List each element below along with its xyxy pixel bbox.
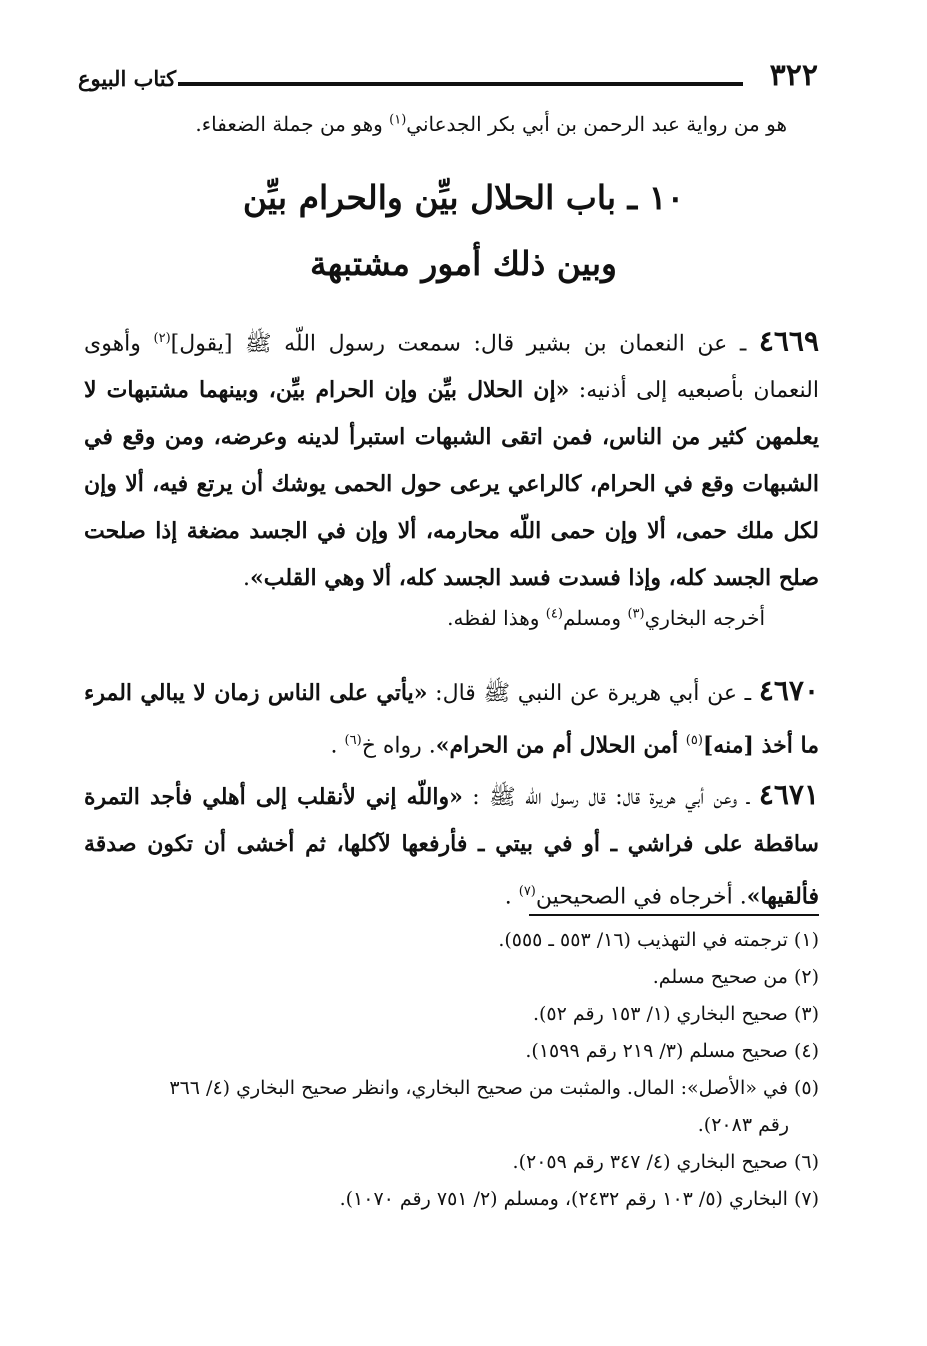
page-number: ٣٢٢ bbox=[769, 58, 818, 93]
intro-text-after: وهو من جملة الضعفاء. bbox=[195, 112, 390, 136]
hadith-4669 bbox=[84, 315, 819, 602]
hadith-intro: ـ عن أبي هريرة عن النبي ﷺ قال: bbox=[427, 681, 759, 706]
hadith-end: . bbox=[243, 566, 251, 592]
hadith-intro: ـ عن النعمان بن بشير قال: سمعت رسول اللّه ﷺ [يقول] bbox=[170, 331, 759, 357]
hadith-4671 bbox=[84, 771, 819, 920]
hadith-text: «واللّه إني لأنقلب إلى أهلي فأجد التمرة ساقطة على فراشي ـ أو في بيتي ـ فأرفعها لآكلها، ثم أخشى أن تكون صدقة فألقيها» bbox=[84, 784, 819, 910]
hadith-intro-cont: وأهوى النعمان بأصبعيه إلى أذنيه: bbox=[84, 331, 820, 404]
footnotes-list bbox=[84, 922, 819, 1218]
hadith-text: «يأتي على الناس زمان لا يبالي المرء ما أخذ [منه] bbox=[84, 680, 819, 759]
header-rule bbox=[178, 82, 743, 86]
footnote-5-continued: رقم ٢٠٨٣). bbox=[697, 1114, 789, 1136]
footnote-6: (٦) صحيح البخاري (٤/ ٣٤٧ رقم ٢٠٥٩). bbox=[512, 1151, 819, 1173]
footnote-7: (٧) البخاري (٥/ ١٠٣ رقم ٢٤٣٢)، ومسلم (٢/ ٧٥١ رقم ١٠٧٠). bbox=[339, 1188, 819, 1210]
intro-line bbox=[195, 112, 787, 136]
intro-text: هو من رواية عبد الرحمن بن أبي بكر الجدعاني bbox=[406, 112, 787, 136]
footnote-rule bbox=[529, 914, 819, 916]
hadith-end: . أخرجاه في الصحيحين bbox=[535, 884, 747, 910]
footnote-ref: (٤) bbox=[545, 606, 563, 622]
running-header bbox=[78, 58, 818, 98]
chapter-title-line1: ١٠ ـ باب الحلال بيِّن والحرام بيِّن bbox=[242, 178, 685, 217]
footnote-5: (٥) في «الأصل»: المال. والمثبت من صحيح البخاري، وانظر صحيح البخاري (٤/ ٣٦٦ bbox=[169, 1077, 819, 1099]
footnote-ref: (١) bbox=[389, 112, 407, 128]
footnote-ref: (٢) bbox=[153, 331, 171, 346]
hadith-number: ٤٦٦٩ bbox=[758, 324, 819, 358]
footnote-ref: (٥) bbox=[685, 733, 703, 748]
takhrij-text: وهذا لفظه. bbox=[447, 606, 546, 630]
footnote-ref: (٣) bbox=[627, 606, 645, 622]
takhrij-text: أخرجه البخاري bbox=[644, 606, 765, 630]
hadith-4670 bbox=[84, 667, 819, 769]
hadith-end-cont: . bbox=[330, 733, 345, 759]
footnote-2: (٢) من صحيح مسلم. bbox=[652, 966, 819, 988]
book-title: كتاب البيوع bbox=[78, 66, 177, 91]
hadith-number: ٤٦٧١ bbox=[758, 778, 819, 811]
hadith-number: ٤٦٧٠ bbox=[758, 674, 819, 707]
takhrij-line bbox=[447, 606, 765, 630]
footnote-ref: (٧) bbox=[518, 884, 536, 899]
chapter-title-line2: وبين ذلك أمور مشتبهة bbox=[310, 244, 617, 283]
footnote-3: (٣) صحيح البخاري (١/ ١٥٣ رقم ٥٢). bbox=[532, 1003, 819, 1025]
hadith-end: . رواه خ bbox=[361, 733, 436, 759]
hadith-text-cont: أمن الحلال أم من الحرام» bbox=[435, 732, 686, 759]
hadith-text: «إن الحلال بيِّن وإن الحرام بيِّن، وبينهما مشتبهات لا يعلمهن كثير من الناس، فمن اتقى الشبهات استبرأ لدينه وعرضه، ومن وقع في الشبهات وقع في الحرام، كالراعي يرعى حول الحمى يوشك أن يرتع فيه، ألا وإن لكل ملك حمى، ألا وإن حمى اللّه محارمه، ألا وإن في الجسد مضغة إذا صلحت صلح الجسد كله، وإذا فسدت فسد الجسد كله، ألا وهي القلب» bbox=[84, 377, 819, 592]
hadith-intro: ـ وعن أبي هريرة قال: قال رسول اللّه ﷺ : bbox=[462, 785, 759, 810]
footnote-4: (٤) صحيح مسلم (٣/ ٢١٩ رقم ١٥٩٩). bbox=[525, 1040, 819, 1062]
hadith-end-cont: . bbox=[504, 884, 519, 910]
footnote-ref: (٦) bbox=[344, 733, 362, 748]
takhrij-text: ومسلم bbox=[562, 606, 628, 630]
footnote-1: (١) ترجمته في التهذيب (١٦/ ٥٥٣ ـ ٥٥٥). bbox=[498, 929, 819, 951]
